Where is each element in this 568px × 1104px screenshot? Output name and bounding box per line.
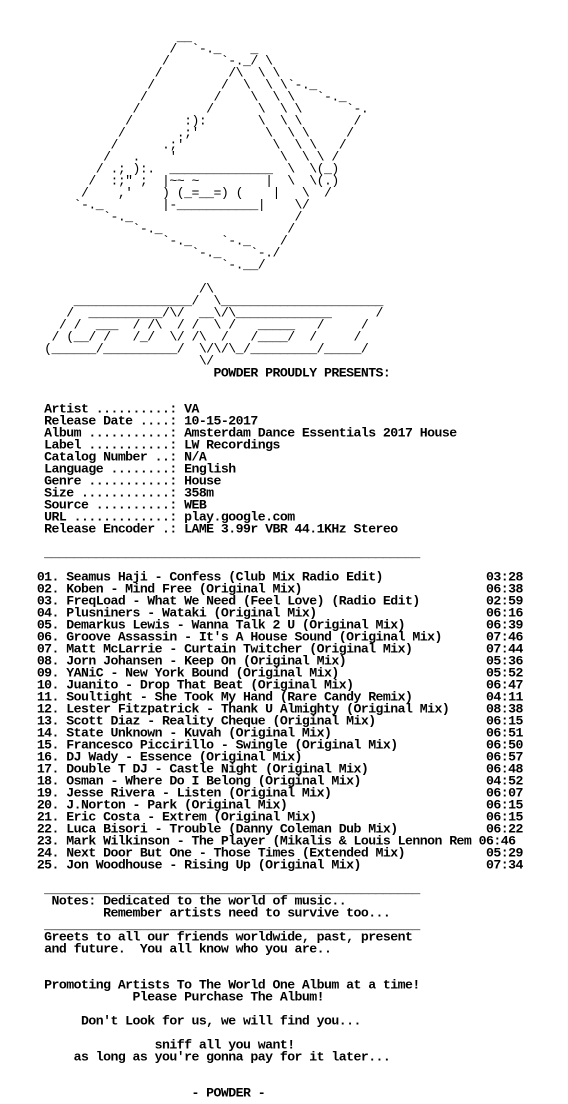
tracklist-item: 01. Seamus Haji - Confess (Club Mix Radio Edit) 03:28: [0, 570, 523, 585]
tracklist-item: 19. Jesse Rivera - Listen (Original Mix) 06:07: [0, 786, 523, 801]
release-info-row: Label ...........: LW Recordings: [0, 438, 280, 453]
tracklist-item: 10. Juanito - Drop That Beat (Original Mix) 06:47: [0, 678, 523, 693]
nfo-line: and future. You all know who you are..: [0, 942, 332, 957]
tracklist-item: 12. Lester Fitzpatrick - Thank U Almighty (Original Mix) 08:38: [0, 702, 523, 717]
ascii-art-line: `-._ /: [0, 210, 302, 225]
tracklist-item: 15. Francesco Piccirillo - Swingle (Original Mix) 06:50: [0, 738, 523, 753]
release-info-row: Catalog Number ..: N/A: [0, 450, 207, 465]
tracklist-item: 14. State Unknown - Kuvah (Original Mix) 06:51: [0, 726, 523, 741]
ascii-art-line: `-._ `-._ /: [0, 234, 288, 249]
tracklist-item: 17. Double T DJ - Castle Night (Original Mix) 06:48: [0, 762, 523, 777]
ascii-art-line: `-.__/: [0, 258, 266, 273]
release-info-row: URL .............: play.google.com: [0, 510, 295, 525]
ascii-art-line: / ,' ) (_=__=) ( | \ /: [0, 186, 332, 201]
release-info-row: Source ..........: WEB: [0, 498, 207, 513]
ascii-art-line: / __________/\/ __\/\_____________ /: [0, 306, 383, 321]
tracklist-item: 25. Jon Woodhouse - Rising Up (Original Mix) 07:34: [0, 858, 523, 873]
tracklist-item: 24. Next Door But One - Those Times (Extended Mix) 05:29: [0, 846, 523, 861]
tracklist-item: 03. FreqLoad - What We Need (Feel Love) (Radio Edit) 02:59: [0, 594, 523, 609]
nfo-line: Promoting Artists To The World One Album at a time!: [0, 978, 420, 993]
tracklist-item: 09. YANiC - New York Bound (Original Mix) 05:52: [0, 666, 523, 681]
tracklist-item: 21. Eric Costa - Extrem (Original Mix) 06:15: [0, 810, 523, 825]
ascii-art-line: / .;' \ \ \ /: [0, 138, 347, 153]
tracklist-item: 07. Matt McLarrie - Curtain Twitcher (Original Mix) 07:44: [0, 642, 523, 657]
release-info-row: Size ............: 358m: [0, 486, 214, 501]
ascii-art-line: `-._ |-___________| \/: [0, 198, 310, 213]
nfo-line: Release Encoder .: LAME 3.99r VBR 44.1KHz Stereo: [0, 522, 398, 537]
tracklist-item: 11. Soultight - She Took My Hand (Rare Candy Remix) 04:11: [0, 690, 523, 705]
ascii-art-line: / (__/ / /_/ \/ /\ / /____/ / /: [0, 330, 361, 345]
nfo-line: POWDER PROUDLY PRESENTS:: [0, 366, 391, 381]
tracklist-item: 05. Demarkus Lewis - Wanna Talk 2 U (Original Mix) 06:39: [0, 618, 523, 633]
ascii-art-line: / .;' \ \ \ /: [0, 126, 354, 141]
tracklist-item: 22. Luca Bisori - Trouble (Danny Coleman Dub Mix) 06:22: [0, 822, 523, 837]
ascii-art-line: `-._ /: [0, 222, 295, 237]
tracklist-item: 23. Mark Wilkinson - The Player (Mikalis & Louis Lennon Rem 06:46: [0, 834, 516, 849]
tracklist-item: 13. Scott Diaz - Reality Cheque (Original Mix) 06:15: [0, 714, 523, 729]
ascii-art-line: / .; ):. ______________ \ \(_): [0, 162, 339, 177]
release-info-row: Genre ...........: House: [0, 474, 221, 489]
tracklist-item: 04. Plusniners - Wataki (Original Mix) 06:16: [0, 606, 523, 621]
ascii-art-line: /\: [0, 282, 214, 297]
separator-line: ___________________________________________________: [0, 882, 420, 897]
release-info-row: Artist ..........: VA: [0, 402, 199, 417]
nfo-line: Don't Look for us, we will find you...: [0, 1014, 361, 1029]
ascii-art-line: / :): \ \ \ /: [0, 114, 361, 129]
tracklist-item: 06. Groove Assassin - It's A House Sound (Original Mix) 07:46: [0, 630, 523, 645]
tracklist-item: 02. Koben - Mind Free (Original Mix) 06:38: [0, 582, 523, 597]
nfo-line: as long as you're gonna pay for it later...: [0, 1050, 391, 1065]
ascii-art-line: / `-._ _: [0, 42, 258, 57]
ascii-art-line: ________________/ \______________________: [0, 294, 383, 309]
ascii-art-line: / /\ \ \: [0, 66, 280, 81]
ascii-art-line: / / \ \ \`-._: [0, 78, 317, 93]
ascii-art-line: / / \ \ \ `-.: [0, 102, 369, 117]
nfo-line: Please Purchase The Album!: [0, 990, 325, 1005]
tracklist-item: 16. DJ Wady - Essence (Original Mix) 06:57: [0, 750, 523, 765]
separator-line: ___________________________________________________: [0, 546, 420, 561]
nfo-line: Remember artists need to survive too...: [0, 906, 391, 921]
ascii-art-line: / `-._/ \: [0, 54, 273, 69]
ascii-art-line: / / \ \ \ `-._: [0, 90, 347, 105]
release-info-row: Album ...........: Amsterdam Dance Essentials 2017 House: [0, 426, 457, 441]
ascii-art-line: __: [0, 30, 192, 45]
ascii-art-line: / / ___ / /\ / / \ / _____ / /: [0, 318, 369, 333]
nfo-line: sniff all you want!: [0, 1038, 295, 1053]
nfo-line: Greets to all our friends worldwide, past, present: [0, 930, 413, 945]
ascii-art-line: \/: [0, 354, 214, 369]
nfo-line: - POWDER -: [0, 1086, 266, 1101]
tracklist-item: 08. Jorn Johansen - Keep On (Original Mix) 05:36: [0, 654, 523, 669]
ascii-art-line: `-._ `-./: [0, 246, 280, 261]
nfo-line: Notes: Dedicated to the world of music..: [0, 894, 347, 909]
ascii-art-line: / . ' \ \ \ /: [0, 150, 339, 165]
release-info-row: Release Date ....: 10-15-2017: [0, 414, 258, 429]
ascii-art-line: (______/__________/ \/\/\_/_________/_____/: [0, 342, 369, 357]
separator-line: ___________________________________________________: [0, 918, 420, 933]
ascii-art-line: / :;" ; |~~ ~ | \ \(.): [0, 174, 339, 189]
release-info-row: Language ........: English: [0, 462, 236, 477]
tracklist-item: 20. J.Norton - Park (Original Mix) 06:15: [0, 798, 523, 813]
tracklist-item: 18. Osman - Where Do I Belong (Original Mix) 04:52: [0, 774, 523, 789]
